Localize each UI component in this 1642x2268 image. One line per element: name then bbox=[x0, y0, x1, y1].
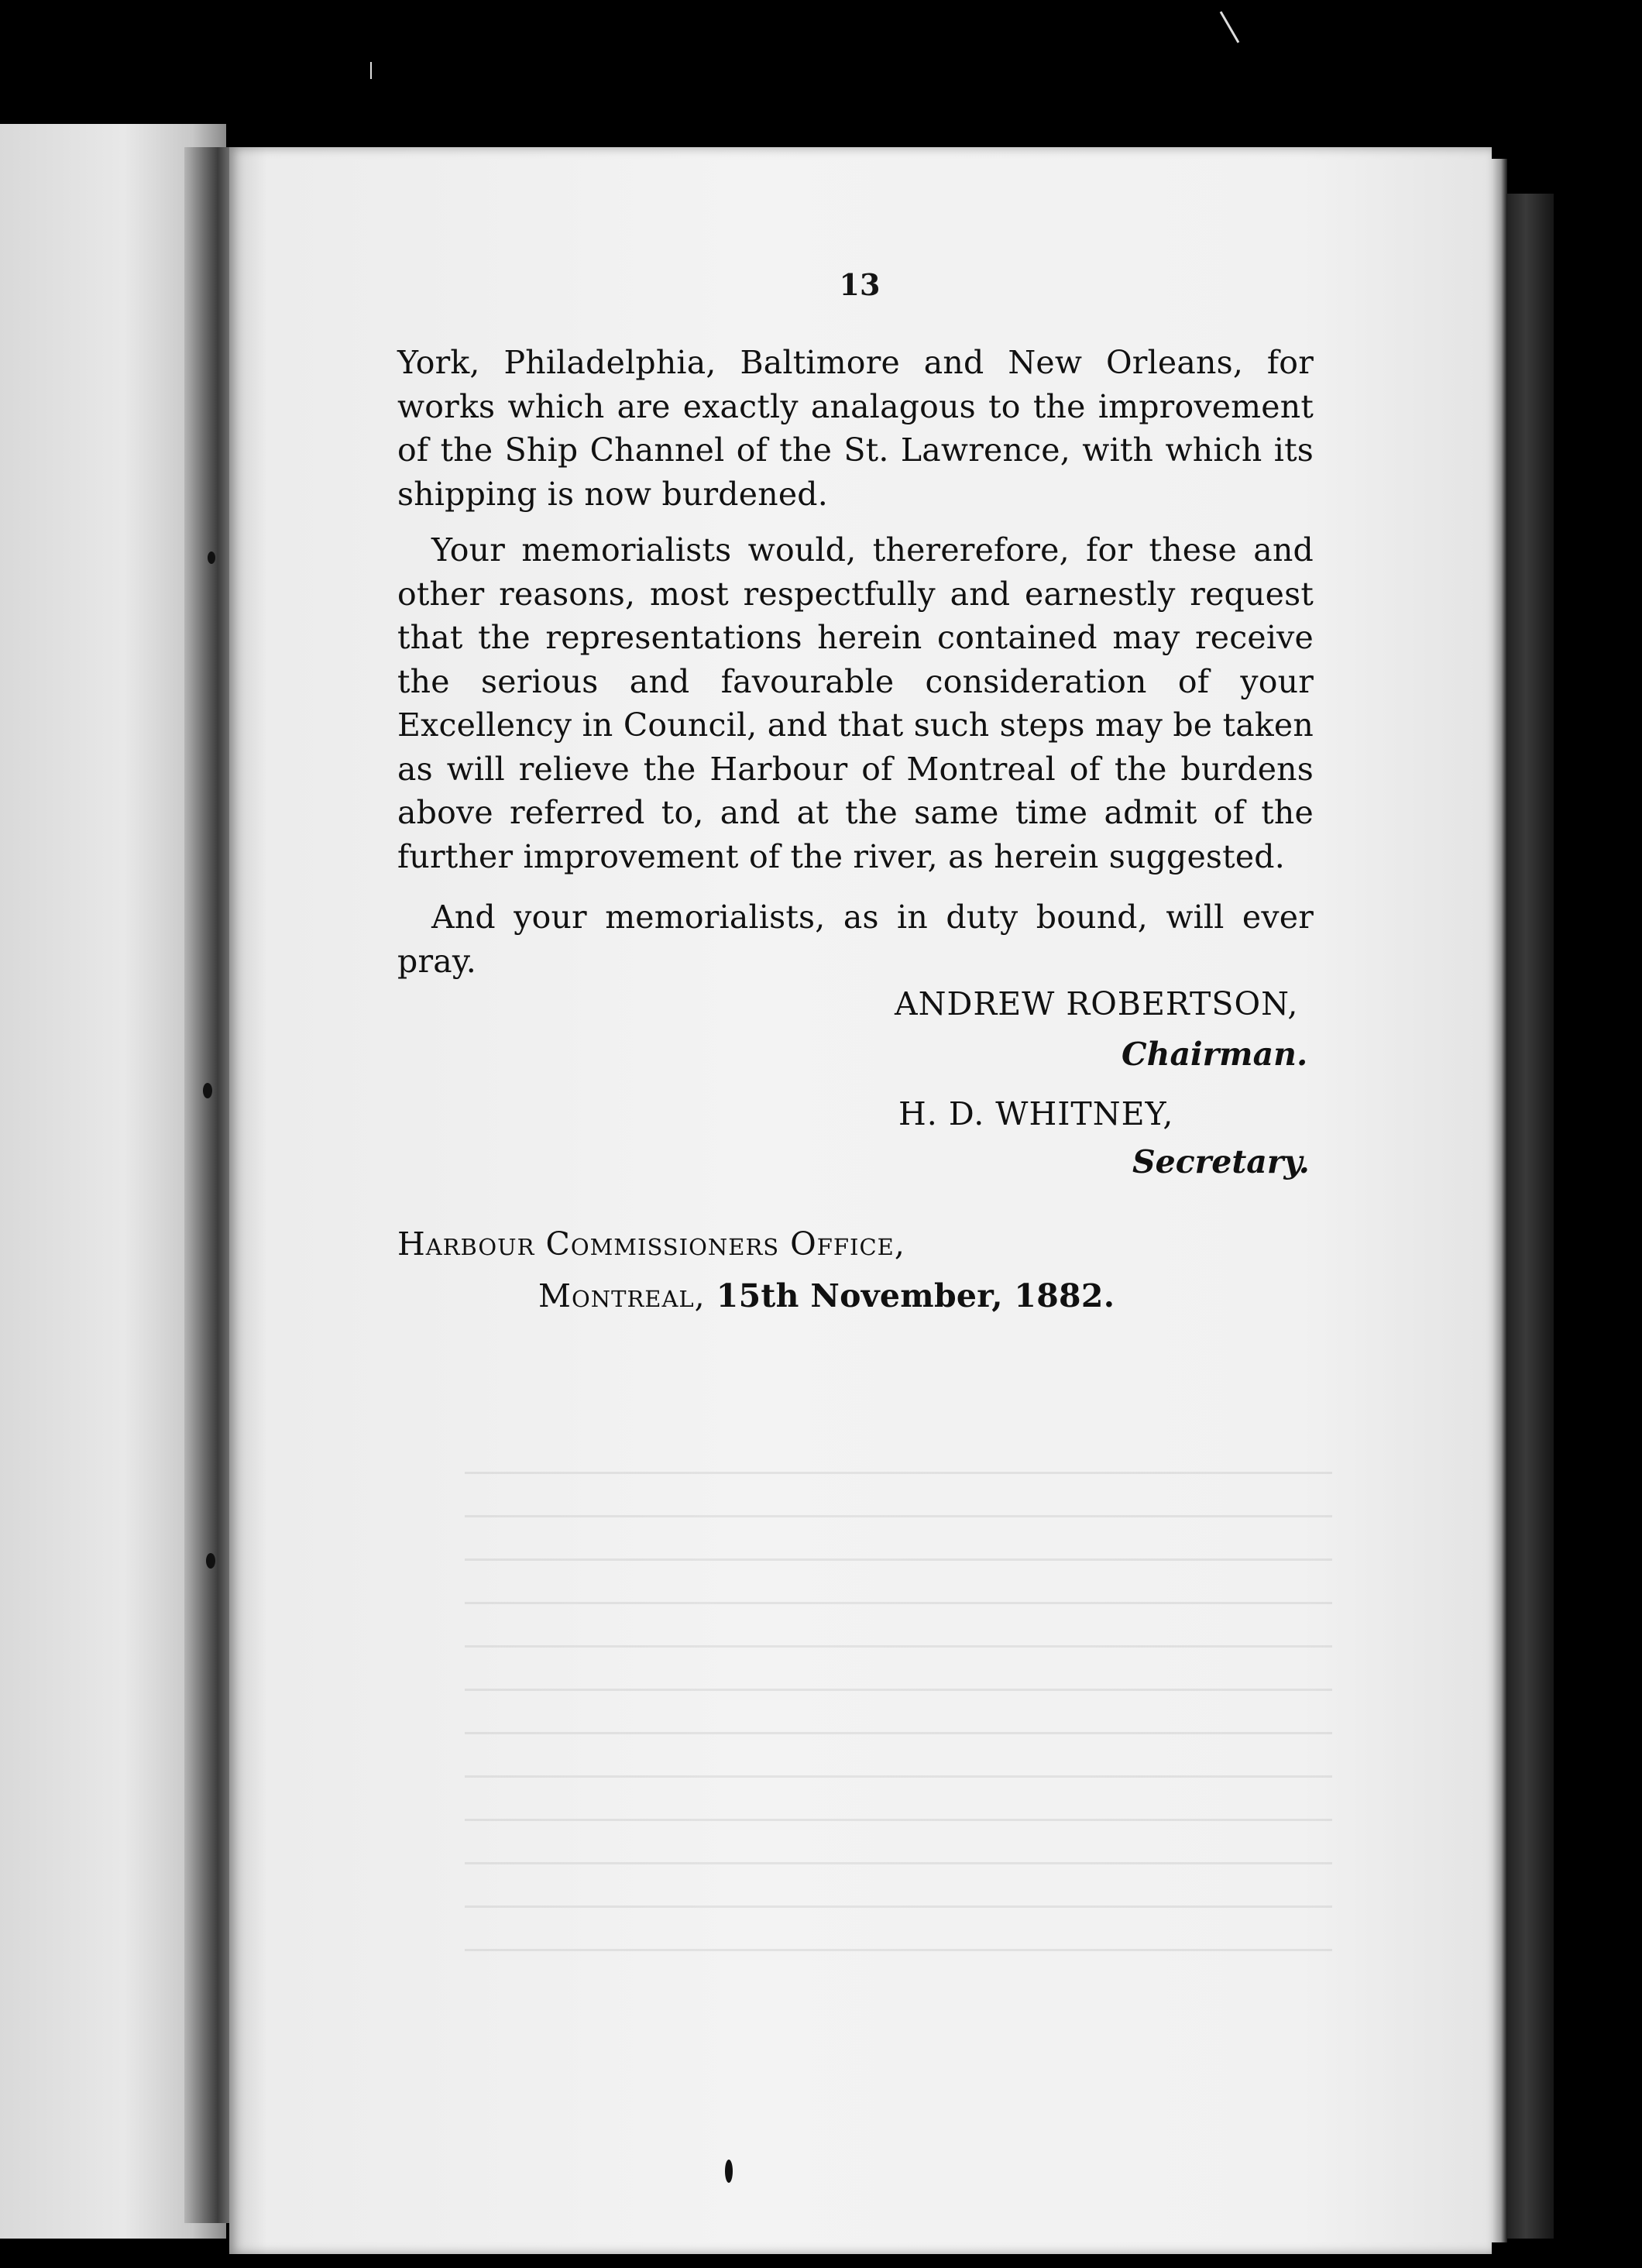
book-gutter bbox=[184, 147, 232, 2223]
binding-mark bbox=[725, 2160, 733, 2183]
reverse-side-bleed-through bbox=[465, 1472, 1332, 1975]
office-line: Harbour Commissioners Office, bbox=[397, 1225, 905, 1263]
page-number: 13 bbox=[839, 267, 881, 302]
scan-mark bbox=[1220, 11, 1240, 43]
scan-mark bbox=[370, 62, 372, 79]
signatory-title: Secretary. bbox=[1132, 1143, 1310, 1180]
paragraph: York, Philadelphia, Baltimore and New Orleans, for works which are exactly analagous to the improvement of the Ship Channel of the St. Lawrence, with which its shipping is now burdened. bbox=[397, 344, 1314, 513]
office-place-date bbox=[538, 1274, 1115, 1318]
office-place: Montreal, bbox=[538, 1277, 706, 1314]
binding-mark bbox=[208, 552, 215, 564]
page-edge bbox=[1492, 159, 1507, 2242]
paragraph: And your memorialists, as in duty bound, will ever pray. bbox=[397, 899, 1314, 980]
binding-mark bbox=[203, 1083, 212, 1098]
paragraph: Your memorialists would, thererefore, for these and other reasons, most respectfully and earnestly request that the representations herein contained may receive the serious and favourable consideration of your Excellency in Council, and that such steps may be taken as will relieve the Harbour of Montreal of the burdens above referred to, and at the same time admit of the further improvement of the river, as herein suggested. bbox=[397, 531, 1314, 875]
signatory-name: ANDREW ROBERTSON, bbox=[895, 985, 1299, 1022]
binding-mark bbox=[206, 1553, 215, 1569]
signatory-title: Chairman. bbox=[1122, 1036, 1308, 1073]
office-date: 15th November, 1882. bbox=[716, 1277, 1115, 1314]
book-cover-edge bbox=[1507, 194, 1554, 2239]
signatory-name: H. D. WHITNEY, bbox=[898, 1095, 1174, 1132]
